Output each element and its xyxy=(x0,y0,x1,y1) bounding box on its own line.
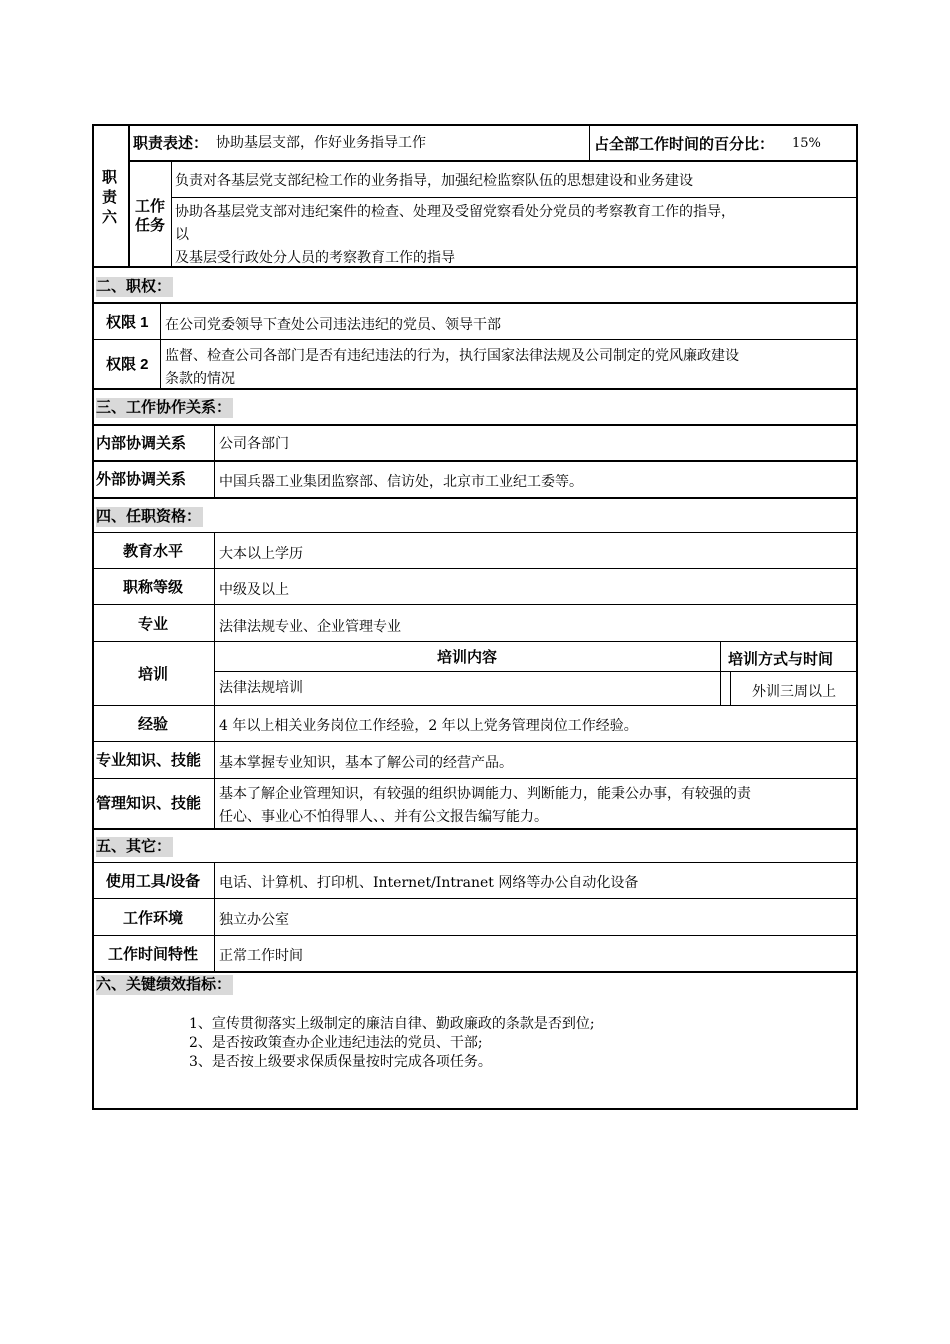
duty6-side-label-2: 责 xyxy=(102,189,118,206)
divider xyxy=(589,124,590,161)
duty6-side-label-3: 六 xyxy=(102,209,118,226)
divider xyxy=(92,898,858,899)
duty-desc-label: 职责表述： xyxy=(133,135,209,152)
education-value: 大本以上学历 xyxy=(219,546,303,562)
mgmt-knowledge-line-1: 基本了解企业管理知识，有较强的组织协调能力、判断能力，能秉公办事，有较强的责 xyxy=(219,786,751,802)
title-level-label: 职称等级 xyxy=(122,579,183,596)
external-coordination-value: 中国兵器工业集团监察部、信访处，北京市工业纪工委等。 xyxy=(219,474,583,490)
education-label: 教育水平 xyxy=(122,543,183,560)
kpi-item-3: 3、是否按上级要求保质保量按时完成各项任务。 xyxy=(189,1054,492,1070)
divider xyxy=(92,604,858,605)
training-content: 法律法规培训 xyxy=(219,680,303,696)
internal-coordination-value: 公司各部门 xyxy=(219,436,289,452)
title-level-value: 中级及以上 xyxy=(219,582,289,598)
pro-knowledge-value: 基本掌握专业知识，基本了解公司的经营产品。 xyxy=(219,755,513,771)
divider xyxy=(720,642,721,705)
work-time-label: 工作时间特性 xyxy=(107,946,198,963)
authority-2-label: 权限 2 xyxy=(106,356,149,373)
divider xyxy=(160,303,161,388)
task-2-line-3: 及基层受行政处分人员的考察教育工作的指导 xyxy=(175,250,455,266)
divider xyxy=(171,161,172,267)
divider xyxy=(92,971,858,973)
divider xyxy=(92,266,858,268)
training-label: 培训 xyxy=(137,666,168,683)
mgmt-knowledge-label: 管理知识、技能 xyxy=(96,795,202,812)
training-method: 外训三周以上 xyxy=(752,684,836,700)
major-label: 专业 xyxy=(137,616,168,633)
environment-label: 工作环境 xyxy=(122,910,183,927)
environment-value: 独立办公室 xyxy=(219,912,289,928)
divider xyxy=(92,568,858,569)
experience-value: 4 年以上相关业务岗位工作经验，2 年以上党务管理岗位工作经验。 xyxy=(219,718,638,734)
duty6-side-label-1: 职 xyxy=(102,169,118,186)
mgmt-knowledge-line-2: 任心、事业心不怕得罪人、、并有公文报告编写能力。 xyxy=(219,809,548,825)
section-kpi-title: 六、关键绩效指标： xyxy=(96,976,232,993)
divider xyxy=(92,388,858,390)
experience-label: 经验 xyxy=(137,716,168,733)
task-2-line-2: 以 xyxy=(175,227,189,243)
authority-2-text-line-2: 条款的情况 xyxy=(165,371,235,387)
authority-1-label: 权限 1 xyxy=(106,314,149,331)
pro-knowledge-label: 专业知识、技能 xyxy=(96,752,202,769)
divider xyxy=(92,339,858,340)
divider xyxy=(92,302,858,304)
divider xyxy=(92,778,858,779)
kpi-item-2: 2、是否按政策查办企业违纪违法的党员、干部; xyxy=(189,1035,483,1051)
percent-label: 占全部工作时间的百分比： xyxy=(594,136,775,153)
percent-value: 15% xyxy=(792,136,821,151)
duty-desc-value: 协助基层支部，作好业务指导工作 xyxy=(216,135,426,151)
divider xyxy=(92,862,858,863)
divider xyxy=(92,935,858,936)
work-time-value: 正常工作时间 xyxy=(219,948,303,964)
authority-1-text: 在公司党委领导下查处公司违法违纪的党员、领导干部 xyxy=(165,317,501,333)
tools-label: 使用工具/设备 xyxy=(105,873,201,890)
section-other-title: 五、其它： xyxy=(96,838,172,855)
divider xyxy=(92,532,858,533)
training-method-header: 培训方式与时间 xyxy=(728,651,834,668)
divider xyxy=(92,705,858,706)
training-content-header: 培训内容 xyxy=(436,649,497,666)
kpi-item-1: 1、宣传贯彻落实上级制定的廉洁自律、勤政廉政的条款是否到位; xyxy=(189,1016,595,1032)
tools-value: 电话、计算机、打印机、Internet/Intranet 网络等办公自动化设备 xyxy=(219,875,639,891)
task-label-1: 工作 xyxy=(135,198,166,215)
divider xyxy=(171,197,858,198)
divider xyxy=(92,460,858,462)
section-authority-title: 二、职权： xyxy=(96,278,172,295)
divider xyxy=(214,863,215,972)
divider xyxy=(92,641,858,642)
internal-coordination-label: 内部协调关系 xyxy=(96,435,187,452)
divider xyxy=(92,828,858,830)
duty6-side-divider xyxy=(128,124,130,267)
divider xyxy=(92,424,858,426)
major-value: 法律法规专业、企业管理专业 xyxy=(219,619,401,635)
divider xyxy=(214,671,858,672)
external-coordination-label: 外部协调关系 xyxy=(96,471,187,488)
task-2-line-1: 协助各基层党支部对违纪案件的检查、处理及受留党察看处分党员的考察教育工作的指导， xyxy=(175,204,735,220)
section-collaboration-title: 三、工作协作关系： xyxy=(96,399,232,416)
divider xyxy=(92,497,858,499)
task-1: 负责对各基层党支部纪检工作的业务指导，加强纪检监察队伍的思想建设和业务建设 xyxy=(175,173,693,189)
divider xyxy=(92,741,858,742)
divider xyxy=(214,533,215,829)
authority-2-text-line-1: 监督、检查公司各部门是否有违纪违法的行为，执行国家法律法规及公司制定的党风廉政建设 xyxy=(165,348,739,364)
task-label-2: 任务 xyxy=(135,217,166,234)
divider xyxy=(128,160,858,162)
section-qualification-title: 四、任职资格： xyxy=(96,508,202,525)
